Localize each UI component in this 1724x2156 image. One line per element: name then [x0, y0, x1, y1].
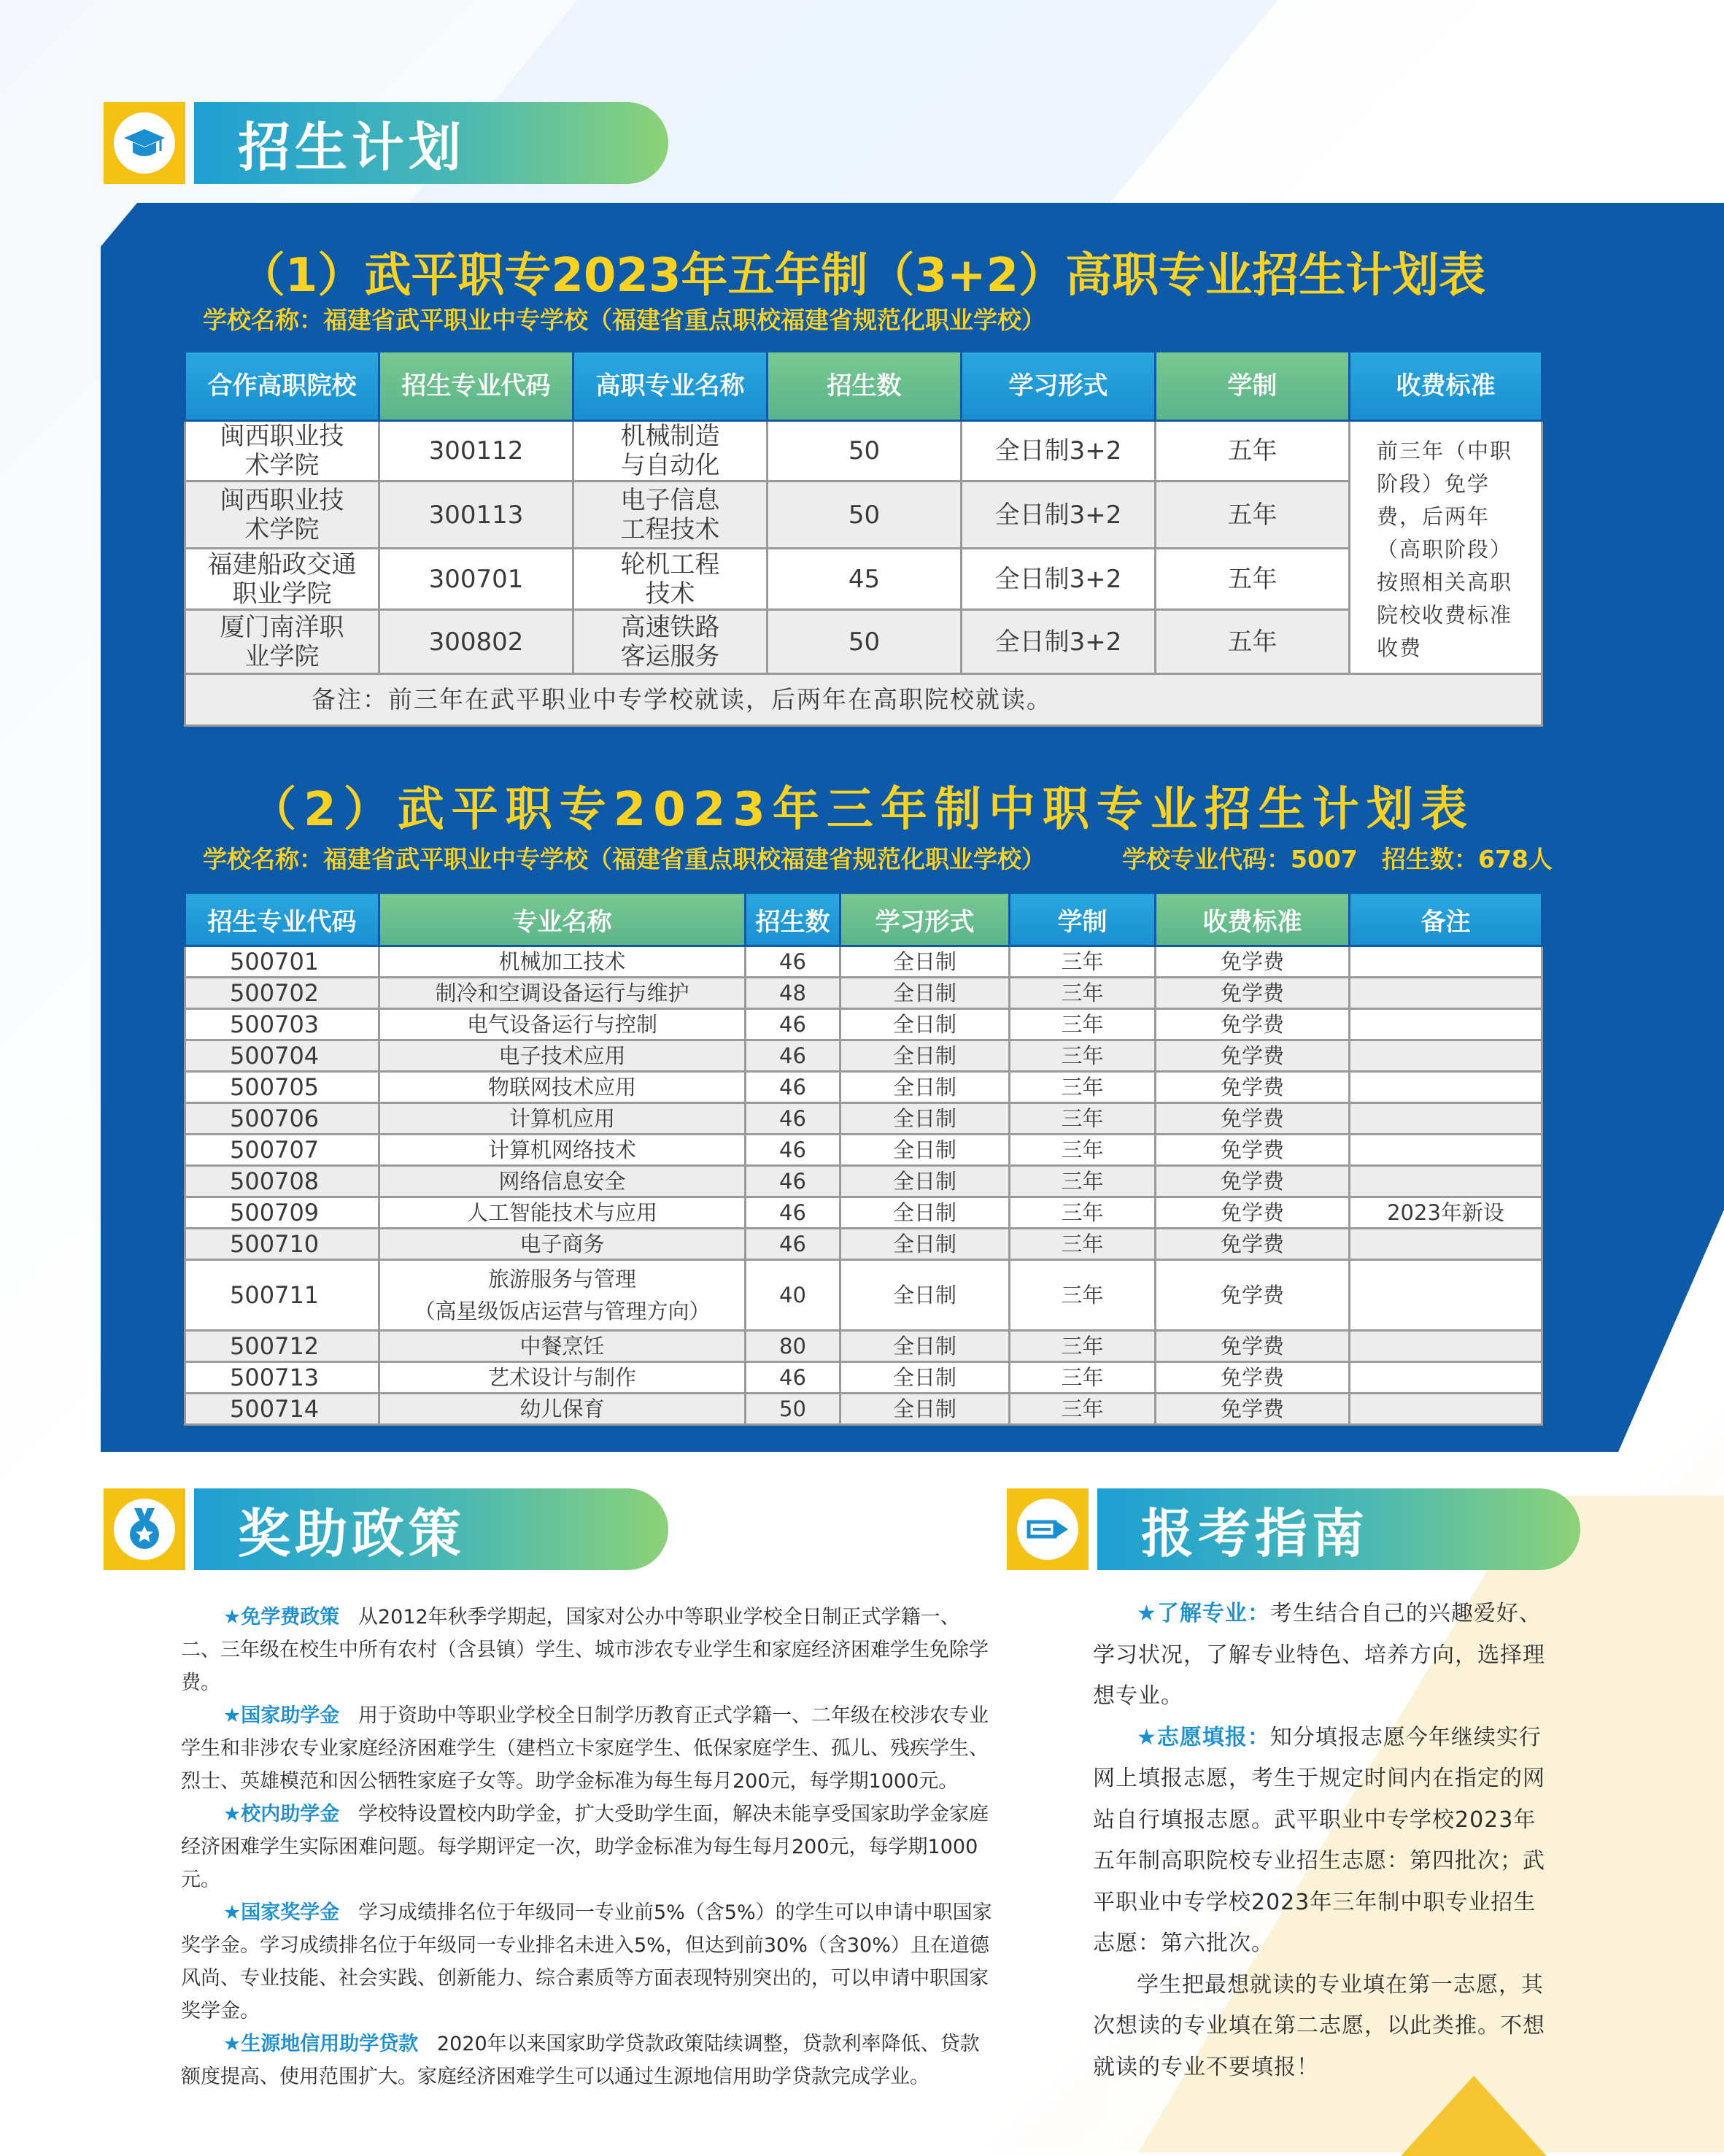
cell-mode: 全日制	[840, 1166, 1010, 1197]
table-row	[185, 1197, 1542, 1229]
table-row	[185, 1103, 1542, 1135]
table-row	[185, 482, 1542, 549]
cell-name	[379, 1260, 746, 1331]
col-header: 高职专业名称	[573, 352, 768, 421]
application-guide-text	[1093, 1593, 1545, 2088]
cell-code: 500713	[185, 1362, 379, 1394]
cell-mode: 全日制	[840, 1009, 1010, 1040]
cell-fee: 免学费	[1156, 978, 1350, 1009]
cell-note	[1350, 1260, 1542, 1331]
cell-mode: 全日制3+2	[962, 482, 1156, 549]
cell-fee: 免学费	[1156, 1040, 1350, 1072]
cell-fee: 免学费	[1156, 1260, 1350, 1331]
col-header: 合作高职院校	[185, 352, 379, 421]
col-header: 学习形式	[962, 352, 1156, 421]
cell-note	[1350, 1072, 1542, 1103]
cell-count: 46	[746, 1197, 840, 1229]
cell-college: 闽西职业技术学院	[185, 421, 379, 482]
cell-years: 三年	[1010, 1362, 1156, 1394]
cell-mode: 全日制	[840, 1135, 1010, 1166]
cell-mode: 全日制	[840, 978, 1010, 1009]
cell-count: 40	[746, 1260, 840, 1331]
col-header: 招生专业代码	[185, 893, 379, 946]
medal-icon	[114, 1499, 175, 1560]
cell-code: 500703	[185, 1009, 379, 1040]
cell-college: 厦门南洋职业学院	[185, 610, 379, 674]
cell-years: 五年	[1156, 549, 1350, 610]
guide-item	[1093, 1965, 1545, 2089]
aid-item-label: ★国家奖学金	[223, 1901, 340, 1924]
cell-note	[1350, 1362, 1542, 1394]
cell-fee: 免学费	[1156, 1394, 1350, 1425]
cell-mode: 全日制	[840, 1362, 1010, 1394]
cell-years: 三年	[1010, 1166, 1156, 1197]
cell-mode: 全日制	[840, 1394, 1010, 1425]
cell-code: 500706	[185, 1103, 379, 1135]
cell-years: 三年	[1010, 1197, 1156, 1229]
aid-item-label: ★国家助学金	[223, 1704, 340, 1727]
cell-name: 幼儿保育	[379, 1394, 746, 1425]
table1-title: （1）武平职专2023年五年制（3+2）高职专业招生计划表	[238, 249, 1486, 303]
cell-code: 300113	[379, 482, 573, 549]
aid-item	[181, 1699, 992, 1798]
section-header-aid	[104, 1488, 668, 1570]
cell-name: 电子技术应用	[379, 1040, 746, 1072]
cell-mode: 全日制	[840, 1260, 1010, 1331]
cell-name: 中餐烹饪	[379, 1331, 746, 1362]
cell-code: 500707	[185, 1135, 379, 1166]
section-title: 招生计划	[238, 117, 466, 178]
cell-fee: 免学费	[1156, 1229, 1350, 1260]
aid-item-label: ★校内助学金	[223, 1803, 340, 1825]
cell-fee: 免学费	[1156, 1166, 1350, 1197]
cell-note: 2023年新设	[1350, 1197, 1542, 1229]
cell-code: 500714	[185, 1394, 379, 1425]
cell-count: 46	[746, 1040, 840, 1072]
cell-major: 高速铁路客运服务	[573, 610, 768, 674]
cell-note	[1350, 1394, 1542, 1425]
table-row	[185, 610, 1542, 674]
col-header: 收费标准	[1350, 352, 1542, 421]
guide-item	[1093, 1593, 1545, 1718]
cell-years: 三年	[1010, 978, 1156, 1009]
cell-name-line1: 旅游服务与管理	[487, 1267, 636, 1291]
cell-code: 500709	[185, 1197, 379, 1229]
cell-mode: 全日制	[840, 1197, 1010, 1229]
cell-fee: 免学费	[1156, 1135, 1350, 1166]
cell-years: 三年	[1010, 1260, 1156, 1331]
cell-fee: 免学费	[1156, 1331, 1350, 1362]
aid-item-text: 学习成绩排名位于年级同一专业前5%（含5%）的学生可以申请中职国家奖学金。学习成绩排名位于年级同一专业排名未进入5%，但达到前30%（含30%）且在道德风尚、专业技能、社会实践、创新能力、综合素质等方面表现特别突出的，可以申请中职国家奖学金。	[181, 1901, 992, 2022]
table1-five-year-plan	[184, 350, 1543, 727]
cell-count: 50	[768, 610, 962, 674]
cell-years: 三年	[1010, 1040, 1156, 1072]
cell-years: 五年	[1156, 421, 1350, 482]
cell-note	[1350, 1229, 1542, 1260]
cell-count: 48	[746, 978, 840, 1009]
table-row	[185, 1040, 1542, 1072]
cell-years: 三年	[1010, 1331, 1156, 1362]
cell-fee: 免学费	[1156, 946, 1350, 978]
cell-years: 三年	[1010, 1394, 1156, 1425]
cell-code: 500708	[185, 1166, 379, 1197]
table-row	[185, 1009, 1542, 1040]
table-row	[185, 1331, 1542, 1362]
graduation-cap-icon	[114, 112, 175, 174]
cell-code: 300802	[379, 610, 573, 674]
cell-count: 80	[746, 1331, 840, 1362]
table1-note: 备注：前三年在武平职业中专学校就读，后两年在高职院校就读。	[185, 674, 1542, 726]
aid-item-label: ★免学费政策	[223, 1606, 340, 1628]
cell-code: 500702	[185, 978, 379, 1009]
cell-major: 电子信息工程技术	[573, 482, 768, 549]
cell-years: 五年	[1156, 482, 1350, 549]
cell-years: 三年	[1010, 1135, 1156, 1166]
guide-item-label: ★志愿填报：	[1137, 1724, 1270, 1750]
cell-major: 机械制造与自动化	[573, 421, 768, 482]
table1-school-name: 学校名称：福建省武平职业中专学校（福建省重点职校福建省规范化职业学校）	[203, 306, 1045, 334]
table-row	[185, 946, 1542, 978]
cell-college: 福建船政交通职业学院	[185, 549, 379, 610]
cell-name: 机械加工技术	[379, 946, 746, 978]
cell-college: 闽西职业技术学院	[185, 482, 379, 549]
cell-name: 电子商务	[379, 1229, 746, 1260]
section-title: 奖助政策	[238, 1503, 466, 1564]
cell-mode: 全日制	[840, 1103, 1010, 1135]
cell-years: 三年	[1010, 1103, 1156, 1135]
cell-years: 三年	[1010, 1009, 1156, 1040]
col-header: 学制	[1010, 893, 1156, 946]
aid-item-label: ★生源地信用助学贷款	[223, 2033, 419, 2055]
cell-name: 制冷和空调设备运行与维护	[379, 978, 746, 1009]
cell-count: 45	[768, 549, 962, 610]
cell-name: 艺术设计与制作	[379, 1362, 746, 1394]
cell-code: 300701	[379, 549, 573, 610]
cell-mode: 全日制	[840, 1229, 1010, 1260]
col-header: 专业名称	[379, 893, 746, 946]
cell-fee: 免学费	[1156, 1103, 1350, 1135]
cell-years: 三年	[1010, 1072, 1156, 1103]
cell-note	[1350, 1166, 1542, 1197]
cell-fee: 免学费	[1156, 1197, 1350, 1229]
cell-major: 轮机工程技术	[573, 549, 768, 610]
cell-code: 300112	[379, 421, 573, 482]
col-header: 收费标准	[1156, 893, 1350, 946]
table-row	[185, 1166, 1542, 1197]
col-header: 备注	[1350, 893, 1542, 946]
cell-note	[1350, 1331, 1542, 1362]
cell-mode: 全日制	[840, 1331, 1010, 1362]
cell-name: 计算机应用	[379, 1103, 746, 1135]
table2-three-year-plan	[184, 892, 1543, 1426]
cell-count: 46	[746, 1103, 840, 1135]
aid-item	[181, 1601, 992, 1699]
table-header-row	[185, 352, 1542, 421]
cell-name: 计算机网络技术	[379, 1135, 746, 1166]
table-row	[185, 1229, 1542, 1260]
table-row	[185, 978, 1542, 1009]
table-row	[185, 421, 1542, 482]
cell-note	[1350, 1040, 1542, 1072]
table-row	[185, 1362, 1542, 1394]
cell-code: 500711	[185, 1260, 379, 1331]
aid-item-text: 学校特设置校内助学金，扩大受助学生面，解决未能享受国家助学金家庭经济困难学生实际困难问题。每学期评定一次，助学金标准为每生每月200元，每学期1000元。	[181, 1803, 989, 1891]
cell-note	[1350, 1135, 1542, 1166]
aid-item	[181, 1798, 992, 1896]
cell-mode: 全日制3+2	[962, 421, 1156, 482]
table-header-row	[185, 893, 1542, 946]
cell-code: 500701	[185, 946, 379, 978]
cell-count: 46	[746, 1229, 840, 1260]
col-header: 学制	[1156, 352, 1350, 421]
cell-count: 50	[768, 482, 962, 549]
cell-fee-standard: 前三年（中职阶段）免学费，后两年（高职阶段）按照相关高职院校收费标准收费	[1350, 421, 1542, 674]
cell-years: 五年	[1156, 610, 1350, 674]
cell-code: 500712	[185, 1331, 379, 1362]
cell-fee: 免学费	[1156, 1072, 1350, 1103]
cell-note	[1350, 978, 1542, 1009]
col-header: 招生数	[746, 893, 840, 946]
table2-school-code: 学校专业代码：5007	[1122, 845, 1358, 873]
cell-count: 46	[746, 1009, 840, 1040]
cell-fee: 免学费	[1156, 1362, 1350, 1394]
table-row	[185, 1135, 1542, 1166]
cell-years: 三年	[1010, 1229, 1156, 1260]
aid-policy-text	[181, 1601, 992, 2093]
cell-mode: 全日制3+2	[962, 549, 1156, 610]
aid-item-text: 从2012年秋季学期起，国家对公办中等职业学校全日制正式学籍一、二、三年级在校生中所有农村（含县镇）学生、城市涉农专业学生和家庭经济困难学生免除学费。	[181, 1606, 989, 1694]
cell-code: 500704	[185, 1040, 379, 1072]
guide-item	[1093, 1718, 1545, 1965]
section-header-guide	[1007, 1488, 1580, 1570]
cell-mode: 全日制	[840, 1040, 1010, 1072]
cell-name: 人工智能技术与应用	[379, 1197, 746, 1229]
cell-code: 500710	[185, 1229, 379, 1260]
col-header: 学习形式	[840, 893, 1010, 946]
aid-item	[181, 1896, 992, 2028]
cell-count: 50	[746, 1394, 840, 1425]
section-title: 报考指南	[1141, 1503, 1369, 1564]
table-note-row	[185, 674, 1542, 726]
aid-item-text: 用于资助中等职业学校全日制学历教育正式学籍一、二年级在校涉农专业学生和非涉农专业家庭经济困难学生（建档立卡家庭学生、低保家庭学生、孤儿、残疾学生、烈士、英雄模范和因公牺牲家庭子女等。助学金标准为每生每月200元，每学期1000元。	[181, 1704, 989, 1793]
cell-count: 46	[746, 946, 840, 978]
cell-note	[1350, 946, 1542, 978]
cell-mode: 全日制	[840, 1072, 1010, 1103]
col-header: 招生数	[768, 352, 962, 421]
cell-count: 46	[746, 1072, 840, 1103]
cell-count: 50	[768, 421, 962, 482]
cell-note	[1350, 1009, 1542, 1040]
cell-years: 三年	[1010, 946, 1156, 978]
cell-count: 46	[746, 1166, 840, 1197]
aid-item	[181, 2028, 992, 2093]
guide-item-text: 知分填报志愿今年继续实行网上填报志愿，考生于规定时间内在指定的网站自行填报志愿。武平职业中专学校2023年五年制高职院校专业招生志愿：第四批次；武平职业中专学校2023年三年制中职专业招生志愿：第六批次。	[1093, 1724, 1545, 1956]
section-header-enrollment	[104, 102, 668, 184]
table-row	[185, 1394, 1542, 1425]
cell-mode: 全日制3+2	[962, 610, 1156, 674]
col-header: 招生专业代码	[379, 352, 573, 421]
table-row	[185, 1072, 1542, 1103]
cell-count: 46	[746, 1362, 840, 1394]
guide-item-text: 学生把最想就读的专业填在第一志愿，其次想读的专业填在第二志愿，以此类推。不想就读的专业不要填报！	[1093, 1971, 1545, 2080]
cell-name: 物联网技术应用	[379, 1072, 746, 1103]
cell-fee: 免学费	[1156, 1009, 1350, 1040]
cell-name-line2: （高星级饭店运营与管理方向）	[414, 1299, 711, 1324]
guide-item-text: 考生结合自己的兴趣爱好、学习状况，了解专业特色、培养方向，选择理想专业。	[1093, 1601, 1545, 1709]
cell-name: 电气设备运行与控制	[379, 1009, 746, 1040]
table2-title: （2）武平职专2023年三年制中职专业招生计划表	[250, 783, 1474, 837]
table2-total: 招生数：678人	[1382, 845, 1553, 873]
table-row	[185, 549, 1542, 610]
cell-mode: 全日制	[840, 946, 1010, 978]
cell-name: 网络信息安全	[379, 1166, 746, 1197]
cell-note	[1350, 1103, 1542, 1135]
cell-count: 46	[746, 1135, 840, 1166]
pen-icon	[1017, 1499, 1078, 1560]
table-row	[185, 1260, 1542, 1331]
aid-item-text: 2020年以来国家助学贷款政策陆续调整，贷款利率降低、贷款额度提高、使用范围扩大。家庭经济困难学生可以通过生源地信用助学贷款完成学业。	[181, 2033, 980, 2088]
guide-item-label: ★了解专业：	[1137, 1601, 1270, 1626]
table2-school-name: 学校名称：福建省武平职业中专学校（福建省重点职校福建省规范化职业学校）	[203, 845, 1045, 873]
cell-code: 500705	[185, 1072, 379, 1103]
